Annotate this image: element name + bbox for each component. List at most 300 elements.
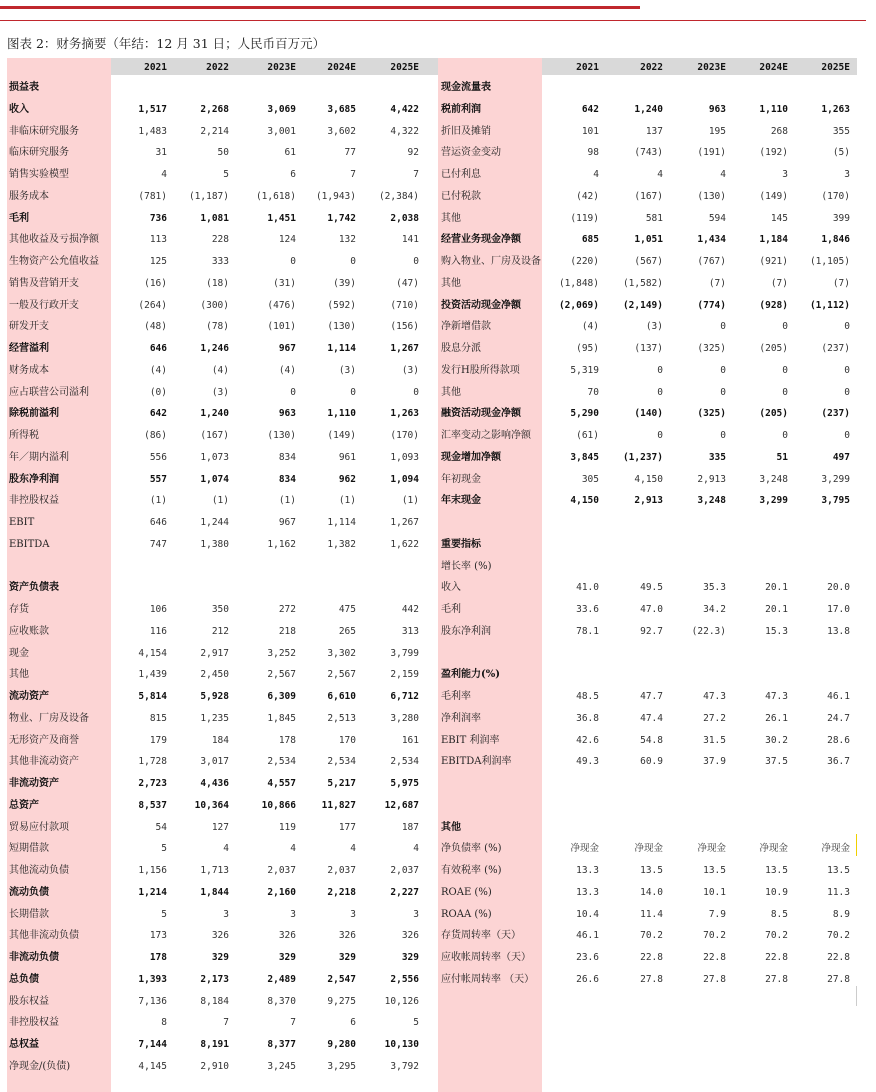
left-row-value: 8 [161,1017,167,1028]
left-row-value: 1,110 [327,408,356,419]
left-row-value: 1,267 [390,343,419,354]
left-row-value: 3,792 [390,1061,419,1072]
right-row-label: 净新增借款 [441,321,491,332]
right-row-value: (1,582) [622,278,663,289]
right-row-value: 36.7 [827,756,850,767]
left-row-value: 218 [278,626,296,637]
left-row-value: 1,244 [200,517,229,528]
right-row-value: 31.5 [703,735,726,746]
left-row-value: 187 [401,822,419,833]
right-row-value: 1,240 [634,104,663,115]
right-row-value: 净现金 [759,843,788,854]
right-row-label: 现金增加净额 [441,452,501,463]
right-row-value: (137) [634,343,663,354]
right-row-value: 4,150 [570,495,599,506]
left-row-value: 1,393 [138,974,167,985]
right-row-value: (7) [708,278,726,289]
left-row-value: 170 [338,735,356,746]
left-row-value: 7,136 [138,996,167,1007]
left-row-value: 1,246 [200,343,229,354]
right-row-label: 其他 [441,387,461,398]
left-row-value: (170) [390,430,419,441]
left-row-label: 经营溢利 [9,343,49,354]
left-row-value: 92 [407,147,419,158]
left-row-value: 3 [290,909,296,920]
right-row-value: 497 [832,452,850,463]
left-row-value: 6,610 [327,691,356,702]
left-row-value: 326 [338,930,356,941]
left-row-value: (18) [206,278,229,289]
right-row-value: 70 [587,387,599,398]
left-row-value: 1,713 [200,865,229,876]
right-row-value: 1,263 [821,104,850,115]
right-row-value: 0 [657,365,663,376]
left-row-value: 4 [161,169,167,180]
right-row-value: (1,112) [809,300,850,311]
right-row-value: 1,434 [697,234,726,245]
left-row-value: 12,687 [384,800,419,811]
right-row-label: 税前利润 [441,104,481,115]
left-row-label: 其他非流动负债 [9,930,79,941]
left-row-value: 1,093 [390,452,419,463]
left-row-value: 3,602 [327,126,356,137]
right-row-value: 净现金 [634,843,663,854]
right-row-value: 47.3 [765,691,788,702]
left-row-value: 7 [290,1017,296,1028]
right-row-label: 毛利率 [441,691,471,702]
left-row-value: (130) [327,321,356,332]
left-row-value: 113 [149,234,167,245]
left-row-value: 4 [413,843,419,854]
left-row-value: 3 [223,909,229,920]
top-accent-line [0,6,640,9]
left-row-value: 4,436 [200,778,229,789]
right-row-label: 净利润率 [441,713,481,724]
right-row-value: 47.4 [640,713,663,724]
left-row-label: 非流动负债 [9,952,59,963]
right-row-value: (42) [576,191,599,202]
right-row-label: EBIT 利润率 [441,735,500,746]
right-row-value: 305 [581,474,599,485]
left-row-value: 106 [149,604,167,615]
right-row-value: 3,248 [697,495,726,506]
right-row-value: (1,237) [622,452,663,463]
left-row-value: 265 [338,626,356,637]
right-row-value: 3,299 [821,474,850,485]
right-row-value: (2,069) [558,300,599,311]
right-row-label: 盈利能力(%) [441,669,500,680]
right-row-value: 27.8 [703,974,726,985]
left-row-value: (149) [327,430,356,441]
left-row-value: 212 [211,626,229,637]
left-row-value: 834 [278,452,296,463]
right-row-value: 46.1 [576,930,599,941]
left-row-label: 非临床研究服务 [9,126,79,137]
right-row-value: 70.2 [640,930,663,941]
left-row-label: 非控股权益 [9,495,59,506]
left-row-label: 其他流动负债 [9,865,69,876]
right-row-value: (205) [759,408,788,419]
left-row-label: 收入 [9,104,29,115]
left-row-value: 4,154 [138,648,167,659]
left-row-value: 0 [413,387,419,398]
left-row-value: 54 [155,822,167,833]
right-row-value: 0 [720,387,726,398]
left-row-value: 329 [211,952,229,963]
left-row-value: (710) [390,300,419,311]
left-row-value: 10,866 [261,800,296,811]
right-row-value: 335 [708,452,726,463]
left-row-value: 8,191 [200,1039,229,1050]
left-row-value: 4 [290,843,296,854]
left-row-value: 834 [278,474,296,485]
left-row-value: 11,827 [321,800,356,811]
left-year-2: 2023E [267,62,296,73]
left-row-value: 313 [401,626,419,637]
right-row-value: (921) [759,256,788,267]
right-row-value: (220) [570,256,599,267]
right-row-value: 70.2 [765,930,788,941]
left-row-value: 0 [290,387,296,398]
left-row-value: 7 [413,169,419,180]
left-row-value: 7 [223,1017,229,1028]
right-row-value: 27.2 [703,713,726,724]
right-row-value: 30.2 [765,735,788,746]
right-row-value: 13.3 [576,865,599,876]
left-row-value: (4) [278,365,296,376]
left-row-value: 2,038 [390,213,419,224]
right-row-value: 1,846 [821,234,850,245]
right-row-value: 26.1 [765,713,788,724]
left-row-value: (781) [138,191,167,202]
left-row-value: 1,214 [138,887,167,898]
left-row-label: 研发开支 [9,321,49,332]
left-row-value: 125 [149,256,167,267]
left-row-label: 总资产 [9,800,39,811]
right-row-value: 26.6 [576,974,599,985]
left-row-value: 5 [413,1017,419,1028]
right-row-label: 现金流量表 [441,82,491,93]
left-row-value: 8,537 [138,800,167,811]
left-row-value: 3,295 [327,1061,356,1072]
right-row-value: 27.8 [827,974,850,985]
left-row-label: 资产负债表 [9,582,59,593]
right-row-value: 14.0 [640,887,663,898]
right-row-label: 其他 [441,213,461,224]
selection-marker [856,834,857,856]
right-row-value: 5,290 [570,408,599,419]
left-row-value: 815 [149,713,167,724]
right-row-label: 股息分派 [441,343,481,354]
right-row-value: 685 [581,234,599,245]
left-row-label: 毛利 [9,213,29,224]
left-row-value: 1,728 [138,756,167,767]
left-row-value: 6 [290,169,296,180]
right-row-value: 33.6 [576,604,599,615]
left-row-value: 6,712 [390,691,419,702]
right-row-value: 581 [645,213,663,224]
right-row-value: 47.3 [703,691,726,702]
left-year-3: 2024E [327,62,356,73]
right-row-label: 年末现金 [441,495,481,506]
left-row-value: 2,268 [200,104,229,115]
right-row-value: (95) [576,343,599,354]
right-row-value: 594 [708,213,726,224]
left-row-value: 4 [223,843,229,854]
left-row-value: 442 [401,604,419,615]
left-row-value: 5 [223,169,229,180]
left-row-value: 1,451 [267,213,296,224]
right-row-value: (325) [697,408,726,419]
left-row-value: 173 [149,930,167,941]
left-row-value: 1,114 [327,343,356,354]
right-row-label: 重要指标 [441,539,481,550]
left-row-value: 1,263 [390,408,419,419]
right-row-value: 3 [782,169,788,180]
right-row-value: 20.1 [765,582,788,593]
left-row-value: (1,943) [315,191,356,202]
right-row-value: 0 [720,365,726,376]
left-row-value: 2,534 [327,756,356,767]
left-row-value: 1,844 [200,887,229,898]
left-row-value: 4,322 [390,126,419,137]
left-row-value: 8,184 [200,996,229,1007]
left-row-value: 4,557 [267,778,296,789]
left-row-value: 556 [149,452,167,463]
left-row-value: (31) [273,278,296,289]
left-row-label: 销售及营销开支 [9,278,79,289]
right-row-label: 有效税率 (%) [441,865,502,876]
right-row-label: 其他 [441,822,461,833]
left-row-value: 5,975 [390,778,419,789]
right-row-value: (167) [634,191,663,202]
left-row-label: 其他 [9,669,29,680]
left-row-value: (3) [211,387,229,398]
left-row-value: 61 [284,147,296,158]
left-row-value: 31 [155,147,167,158]
left-row-value: 5,814 [138,691,167,702]
left-row-value: 5 [161,843,167,854]
right-row-value: 51 [776,452,788,463]
left-row-value: (1,187) [188,191,229,202]
left-row-label: 除税前溢利 [9,408,59,419]
right-row-label: 存货周转率（天） [441,930,521,941]
left-row-value: 646 [149,517,167,528]
left-row-value: 1,845 [267,713,296,724]
right-row-value: (170) [821,191,850,202]
left-row-value: 1,742 [327,213,356,224]
left-row-value: 178 [149,952,167,963]
left-row-value: 646 [149,343,167,354]
right-row-label: 应收帐周转率（天） [441,952,531,963]
right-row-label: 投资活动现金净额 [441,300,521,311]
right-row-value: 35.3 [703,582,726,593]
left-row-value: 2,534 [267,756,296,767]
right-row-value: (119) [570,213,599,224]
right-row-value: (2,149) [622,300,663,311]
right-row-value: (7) [770,278,788,289]
left-row-value: 963 [278,408,296,419]
right-row-label: 已付税款 [441,191,481,202]
right-row-value: (325) [697,343,726,354]
left-row-value: (1) [149,495,167,506]
right-row-value: 4 [593,169,599,180]
left-row-value: 0 [350,387,356,398]
right-row-value: (928) [759,300,788,311]
left-row-label: EBIT [9,517,35,528]
left-row-value: 5,217 [327,778,356,789]
left-row-value: 2,037 [327,865,356,876]
left-row-value: 326 [401,930,419,941]
left-row-value: (39) [333,278,356,289]
left-row-value: 2,567 [327,669,356,680]
left-row-value: 1,073 [200,452,229,463]
right-row-value: 13.5 [703,865,726,876]
right-row-value: 20.0 [827,582,850,593]
left-row-value: 557 [149,474,167,485]
right-row-value: 4,150 [634,474,663,485]
left-row-value: 177 [338,822,356,833]
right-row-value: 15.3 [765,626,788,637]
left-row-value: 1,094 [390,474,419,485]
left-row-value: 3 [350,909,356,920]
right-row-value: 2,913 [697,474,726,485]
right-year-2: 2023E [697,62,726,73]
right-row-value: 22.8 [640,952,663,963]
right-row-value: 0 [657,430,663,441]
left-row-value: 3,017 [200,756,229,767]
right-row-value: 13.8 [827,626,850,637]
right-row-value: (7) [832,278,850,289]
right-row-value: 48.5 [576,691,599,702]
right-row-value: 78.1 [576,626,599,637]
left-row-value: 5 [161,909,167,920]
left-row-value: 2,159 [390,669,419,680]
left-row-value: 4 [350,843,356,854]
left-row-value: (4) [211,365,229,376]
left-row-value: 1,235 [200,713,229,724]
right-row-value: 0 [782,430,788,441]
right-row-value: (22.3) [691,626,726,637]
right-row-value: 7.9 [708,909,726,920]
right-row-label: 已付利息 [441,169,481,180]
left-row-label: 存货 [9,604,29,615]
right-row-value: 2,913 [634,495,663,506]
right-row-value: 47.7 [640,691,663,702]
left-row-value: 2,037 [390,865,419,876]
right-row-value: (3) [645,321,663,332]
right-row-value: 22.8 [827,952,850,963]
left-row-value: 2,489 [267,974,296,985]
left-row-value: 2,547 [327,974,356,985]
right-row-value: 27.8 [640,974,663,985]
left-row-value: 2,534 [390,756,419,767]
right-row-value: 0 [844,430,850,441]
right-row-label: 年初现金 [441,474,481,485]
right-row-value: (774) [697,300,726,311]
left-row-value: 2,556 [390,974,419,985]
right-row-value: 101 [581,126,599,137]
right-row-value: 13.5 [827,865,850,876]
right-row-value: 1,110 [759,104,788,115]
left-row-label: 损益表 [9,82,39,93]
left-row-value: 6 [350,1017,356,1028]
right-row-value: 60.9 [640,756,663,767]
left-row-value: (300) [200,300,229,311]
left-row-value: 2,214 [200,126,229,137]
right-row-value: 54.8 [640,735,663,746]
left-row-value: 10,130 [384,1039,419,1050]
left-row-label: 物业、厂房及设备 [9,713,89,724]
left-row-label: 股东净利润 [9,474,59,485]
left-row-value: (47) [396,278,419,289]
left-row-label: 总负债 [9,974,39,985]
right-year-3: 2024E [759,62,788,73]
right-row-label: 融资活动现金净额 [441,408,521,419]
left-row-value: (2,384) [378,191,419,202]
left-row-value: (592) [327,300,356,311]
left-row-label: 无形资产及商誉 [9,735,79,746]
left-row-value: (4) [149,365,167,376]
left-row-value: 9,275 [327,996,356,1007]
right-row-value: 0 [844,365,850,376]
left-row-label: 非控股权益 [9,1017,59,1028]
left-row-value: 2,513 [327,713,356,724]
left-row-value: 2,218 [327,887,356,898]
right-row-value: 23.6 [576,952,599,963]
left-row-value: 124 [278,234,296,245]
left-row-label: 应占联营公司溢利 [9,387,89,398]
left-row-value: 132 [338,234,356,245]
left-row-value: 272 [278,604,296,615]
right-row-value: 355 [832,126,850,137]
left-row-value: 1,439 [138,669,167,680]
left-row-label: 服务成本 [9,191,49,202]
left-row-value: 50 [217,147,229,158]
left-row-value: 333 [211,256,229,267]
left-row-value: 4,145 [138,1061,167,1072]
left-row-value: (1,618) [255,191,296,202]
left-row-value: 2,160 [267,887,296,898]
right-row-value: 11.4 [640,909,663,920]
left-row-value: 2,723 [138,778,167,789]
left-row-value: 116 [149,626,167,637]
right-row-value: 642 [581,104,599,115]
left-row-value: 1,240 [200,408,229,419]
right-row-value: (237) [821,343,850,354]
left-row-value: 2,173 [200,974,229,985]
left-row-value: 1,114 [327,517,356,528]
left-year-1: 2022 [206,62,229,73]
right-row-value: 92.7 [640,626,663,637]
right-row-value: 0 [844,321,850,332]
left-row-value: 329 [338,952,356,963]
left-row-label: 销售实验模型 [9,169,69,180]
left-row-label: 流动资产 [9,691,49,702]
right-year-4: 2025E [821,62,850,73]
left-row-value: 3,799 [390,648,419,659]
right-row-value: 70.2 [703,930,726,941]
left-row-label: 所得税 [9,430,39,441]
left-row-value: (1) [401,495,419,506]
left-row-value: 7 [350,169,356,180]
left-row-value: 0 [290,256,296,267]
right-row-label: 购入物业、厂房及设备 [441,256,541,267]
scroll-marker [856,986,857,1006]
left-row-value: 6,309 [267,691,296,702]
left-row-label: 应收账款 [9,626,49,637]
right-row-value: 8.9 [832,909,850,920]
